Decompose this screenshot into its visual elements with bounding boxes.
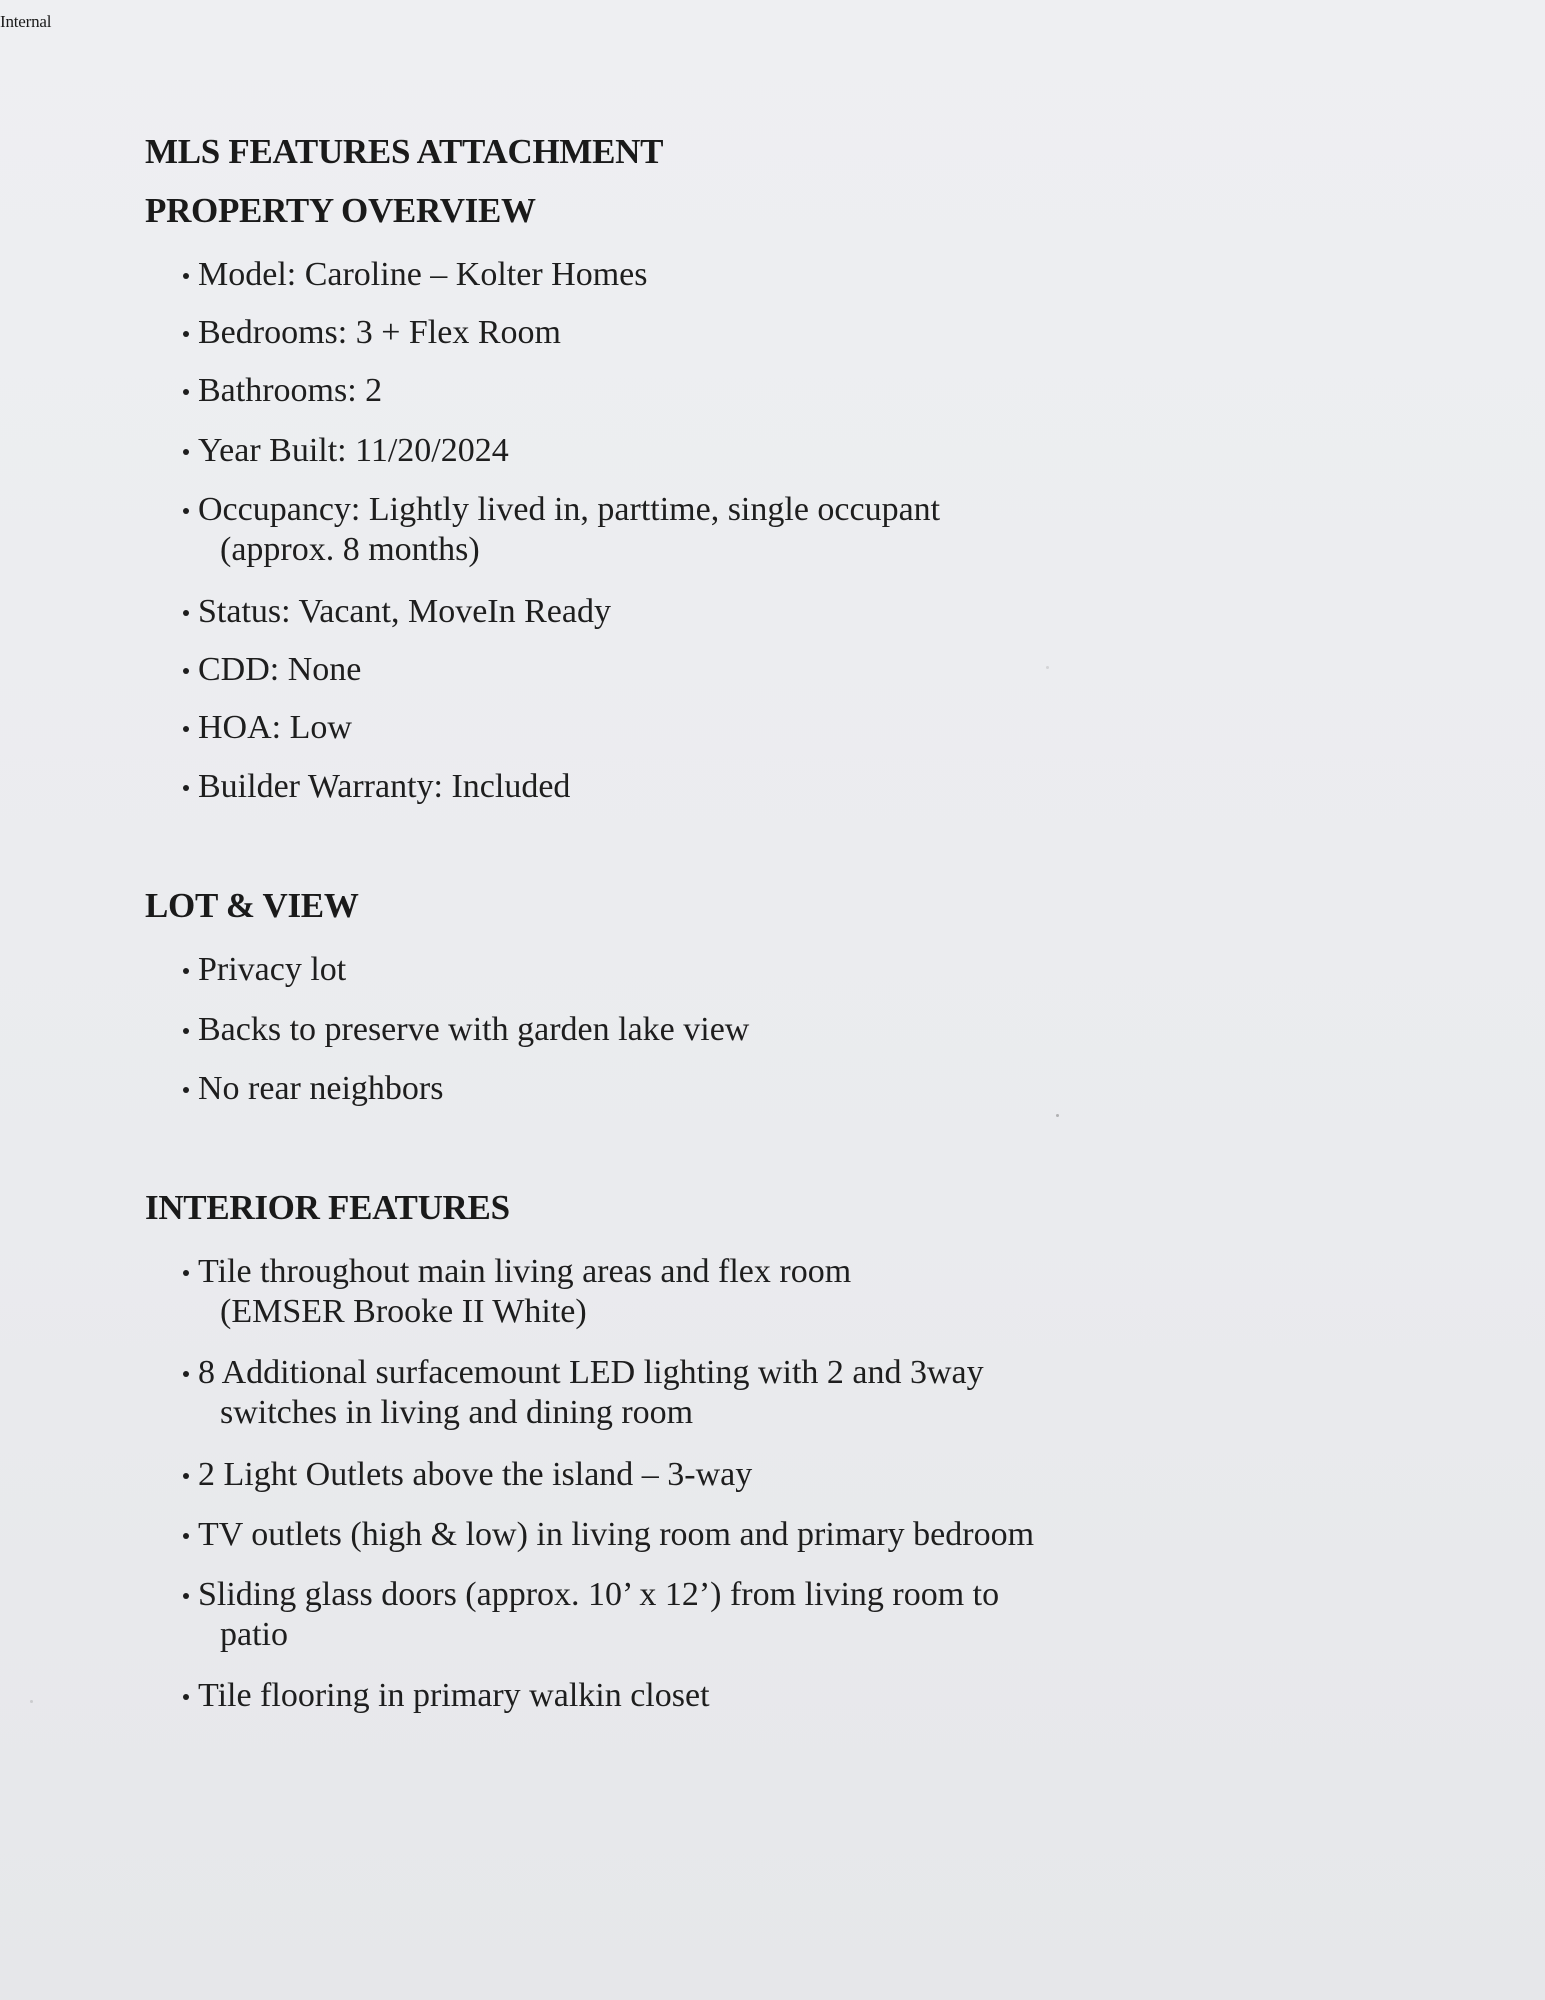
list-item-text: Model: Caroline – Kolter Homes <box>198 256 648 293</box>
bullet-icon <box>183 610 189 616</box>
bullet-icon <box>183 1694 189 1700</box>
bullet-icon <box>183 1028 189 1034</box>
list-item-text: 2 Light Outlets above the island – 3-way <box>198 1456 753 1493</box>
bullet-icon <box>183 1473 189 1479</box>
scan-speck <box>30 1700 33 1703</box>
list-item-continuation: (approx. 8 months) <box>220 531 480 568</box>
bullet-icon <box>183 785 189 791</box>
list-item <box>180 708 352 748</box>
list-item <box>180 767 570 807</box>
list-item <box>180 255 647 295</box>
classification-label: Internal <box>0 12 52 31</box>
bullet-icon <box>183 668 189 674</box>
bullet-icon <box>183 1371 189 1377</box>
list-item-text: Builder Warranty: Included <box>198 768 571 805</box>
document-title: MLS FEATURES ATTACHMENT <box>145 132 664 171</box>
list-item <box>180 1353 984 1433</box>
bullet-icon <box>183 1593 189 1599</box>
list-item <box>180 371 382 411</box>
list-item-text: Bathrooms: 2 <box>198 372 383 409</box>
section-heading-lot-view: LOT & VIEW <box>145 886 359 925</box>
list-item-text: No rear neighbors <box>198 1070 444 1107</box>
list-item-continuation: switches in living and dining room <box>220 1394 694 1431</box>
bullet-icon <box>183 389 189 395</box>
list-item <box>180 1252 851 1332</box>
bullet-icon <box>183 331 189 337</box>
list-item <box>180 313 561 353</box>
list-item <box>180 1515 1034 1555</box>
section-heading-interior-features: INTERIOR FEATURES <box>145 1188 510 1227</box>
list-item-text: Privacy lot <box>198 951 347 988</box>
list-item <box>180 1455 752 1495</box>
bullet-icon <box>183 1270 189 1276</box>
list-item-continuation: (EMSER Brooke II White) <box>220 1293 587 1330</box>
bullet-icon <box>183 726 189 732</box>
list-item-text: Bedrooms: 3 + Flex Room <box>198 314 561 351</box>
list-item-text: Tile throughout main living areas and flex room <box>198 1253 852 1290</box>
list-item <box>180 490 940 570</box>
scan-speck <box>1046 666 1049 669</box>
list-item-text: HOA: Low <box>198 709 352 746</box>
list-item-text: Sliding glass doors (approx. 10’ x 12’) from living room to <box>198 1576 1000 1613</box>
list-item-text: Backs to preserve with garden lake view <box>198 1011 750 1048</box>
list-item <box>180 650 361 690</box>
list-item-text: TV outlets (high & low) in living room and primary bedroom <box>198 1516 1035 1553</box>
list-item <box>180 1069 443 1109</box>
list-item-text: 8 Additional surfacemount LED lighting with 2 and 3way <box>198 1354 984 1391</box>
scan-speck <box>1056 1114 1059 1117</box>
bullet-icon <box>183 273 189 279</box>
list-item-text: Year Built: 11/20/2024 <box>198 432 509 469</box>
list-item-text: Occupancy: Lightly lived in, parttime, single occupant <box>198 491 941 528</box>
list-item <box>180 950 346 990</box>
list-item <box>180 1010 749 1050</box>
bullet-icon <box>183 1087 189 1093</box>
bullet-icon <box>183 1533 189 1539</box>
bullet-icon <box>183 968 189 974</box>
list-item <box>180 592 611 632</box>
list-item <box>180 1575 999 1655</box>
list-item-text: Status: Vacant, MoveIn Ready <box>198 593 611 630</box>
bullet-icon <box>183 449 189 455</box>
list-item-continuation: patio <box>220 1616 288 1653</box>
section-heading-property-overview: PROPERTY OVERVIEW <box>145 191 536 230</box>
list-item <box>180 1676 710 1716</box>
list-item-text: Tile flooring in primary walkin closet <box>198 1677 710 1714</box>
list-item-text: CDD: None <box>198 651 362 688</box>
bullet-icon <box>183 508 189 514</box>
list-item <box>180 431 509 471</box>
